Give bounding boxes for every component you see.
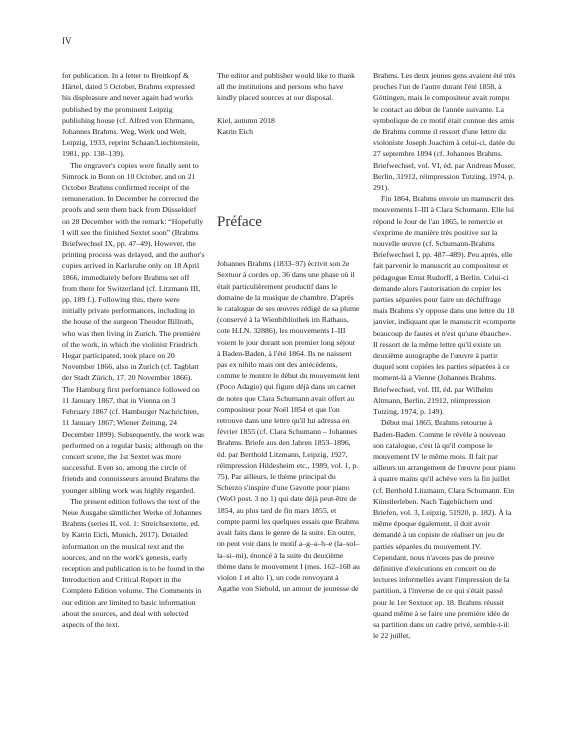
paragraph: for publication. In a letter to Breitkopf & Härtel, dated 5 October, Brahms expressed his displeasure and never again had works published by the prominent Leipzig publishing house (cf. Alfred von Ehrmann, Johannes Brahms. Weg, Werk und Welt, Leipzig, 1933, reprint Schaan/Liechtenstein, 1981, pp. 138–139).: [62, 71, 200, 159]
paragraph: Brahms. Les deux jeunes gens avaient été très proches l'un de l'autre durant l'été 1858, à Göttingen, mais le compositeur avait rompu le contact au début de l'année suivante. La symbolique de ce motif était connue des amis de Brahms comme il ressort d'une lettre du violoniste Joseph Joachim à celui-ci, datée du 27 septembre 1894 (cf. Johannes Brahms. Briefwechsel, vol. VI, éd. par Andreas Moser, Berlin, 31912, réimpression Tutzing, 1974, p. 291).: [373, 71, 516, 193]
middle-column: [217, 70, 360, 594]
english-column-text: [62, 70, 205, 630]
paragraph: Johannes Brahms (1833–97) écrivit son 2e Sextuor à cordes op. 36 dans une phase où il était particulièrement productif dans le domaine de la musique de chambre. D'après le catalogue de ses œuvres rédigé de sa plume (conservé à la Wienbibliothek im Rathaus, cote H.I.N. 32886), les mouvements I–III voient le jour durant son premier long séjour à Baden-Baden, à l'été 1864. Ils ne naissent pas ex nihilo mais ont des antécédents, comme le montre le début du mouvement lent (Poco Adagio) qui figure déjà dans un carnet de notes que Clara Schumann avait offert au compositeur pour Noël 1854 et que l'on retrouve dans une lettre qu'il lui adressa en février 1855 (cf. Clara Schumann – Johannes Brahms. Briefe aus den Jahren 1853–1896, éd. par Berthold Litzmann, Leipzig, 1927, réimpression Hildesheim etc., 1989, vol. 1, p. 75). Par ailleurs, le thème principal du Scherzo s'inspire d'une Gavotte pour piano (WoO post. 3 no 1) qui date déjà peut-être de 1854, au plus tard de fin mars 1855, et compte parmi les quelques essais que Brahms avait faits dans le genre de la suite. En outre, on peut voir dans le motif a–g–a–h–e (la–sol–la–si–mi), énoncé à la suite du deuxième thème dans le mouvement I (mes. 162–168 au violon 1 et alto 1), un code renvoyant à Agathe von Siebold, un amour de jeunesse de: [217, 259, 360, 594]
paragraph: The present edition follows the text of the Neue Ausgabe sämtlicher Werke of Johannes Brahms (series II, vol. 1: Streichsextette, ed. by Katrin Eich, Munich, 2017). Detailed information on the musical text and the sources, and on the work's genesis, early reception and publication is to be found in the Introduction and Critical Report in the Complete Edition volume. The Comments in our edition are limited to basic information about the sources, and deal with selected aspects of the text.: [62, 496, 205, 629]
preface-heading: Préface: [217, 214, 262, 231]
page-number: IV: [62, 36, 72, 46]
acknowledgement-paragraph: The editor and publisher would like to thank all the institutions and persons who have kindly placed sources at our disposal.: [217, 71, 355, 103]
paragraph: Fin 1864, Brahms envoie un manuscrit des mouvements I–III à Clara Schumann. Elle lui répond le Jour de l'an 1865, le remercie et s'exprime de manière très positive sur la nouvelle œuvre (cf. Schumann-Brahms Briefwechsel I, pp. 487–489). Peu après, elle fait parvenir le manuscrit au compositeur et pédagogue Ernst Rudorff, à Berlin. Celui-ci demande alors l'autorisation de copier les parties séparées pour faire un déchiffrage mais Brahms s'y oppose dans une lettre du 18 janvier, indiquant que le manuscrit «comporte beaucoup de fautes et n'est qu'une ébauche». Il ressort de la même lettre qu'il existe un deuxième autographe de l'œuvre à partir duquel sont copiées les parties séparées à ce moment-là à Vienne (Johannes Brahms. Briefwechsel, vol. III, éd. par Wilhelm Altmann, Berlin, 21912, réimpression Tutzing, 1974, p. 149).: [373, 194, 516, 417]
paragraph: The engraver's copies were finally sent to Simrock in Bonn on 10 October, and on 21 October Brahms confirmed receipt of the remuneration. In December he corrected the proofs and sent them back from Düsseldorf on 28 December with the remark: “Hopefully I will see the finished Sextet soon” (Brahms Briefwechsel IX, pp. 47–49). However, the printing process was delayed, and the author's copies arrived in Karlsruhe only on 18 April 1866, immediately before Brahms set off from there for Switzerland (cf. Litzmann III, pp. 189 f.). Following this, there were initially private performances, including in the house of the surgeon Theodor Billroth, who was then living in Zurich. The première of the work, in which the violinist Friedrich Hegar participated, took place on 20 November 1866, also in Zurich (cf. Tagblatt der Stadt Zürich, 17. 20 November 1866). The Hamburg first performance followed on 11 January 1867, that in Vienna on 3 February 1867 (cf. Hamburger Nachrichten, 11 January 1867; Wiener Zeitung, 24 December 1899). Subsequently, the work was performed on a regular basis; although on the concert scene, the 1st Sextet was more successful. Even so, among the circle of friends and connoisseurs around Brahms the younger sibling work was highly regarded.: [62, 160, 205, 495]
paragraph: Début mai 1865, Brahms retourne à Baden-Baden. Comme le révèle à nouveau son catalogue, c'est là qu'il compose le mouvement IV le même mois. Il fait par ailleurs un arrangement de l'œuvre pour piano à quatre mains qu'il achève vers la fin juillet (cf. Berthold Litzmann, Clara Schumann. Ein Künstlerleben. Nach Tagebüchern und Briefen, vol. 3, Leipzig, 51920, p. 182). À la même époque également, il doit avoir demandé à un copiste de réaliser un jeu de parties séparées du mouvement IV. Cependant, nous n'avons pas de preuve définitive d'exécutions en concert ou de lectures informelles avant l'impression de la partition, à l'inverse de ce qui s'était passé pour le 1er Sextuor op. 18. Brahms réussit quand même à se faire une première idée de sa partition dans un cadre privé, semble-t-il: le 22 juillet,: [373, 418, 516, 641]
french-column-text: [373, 70, 516, 641]
signature: Kiel, autumn 2018 Katrin Eich: [217, 115, 275, 136]
